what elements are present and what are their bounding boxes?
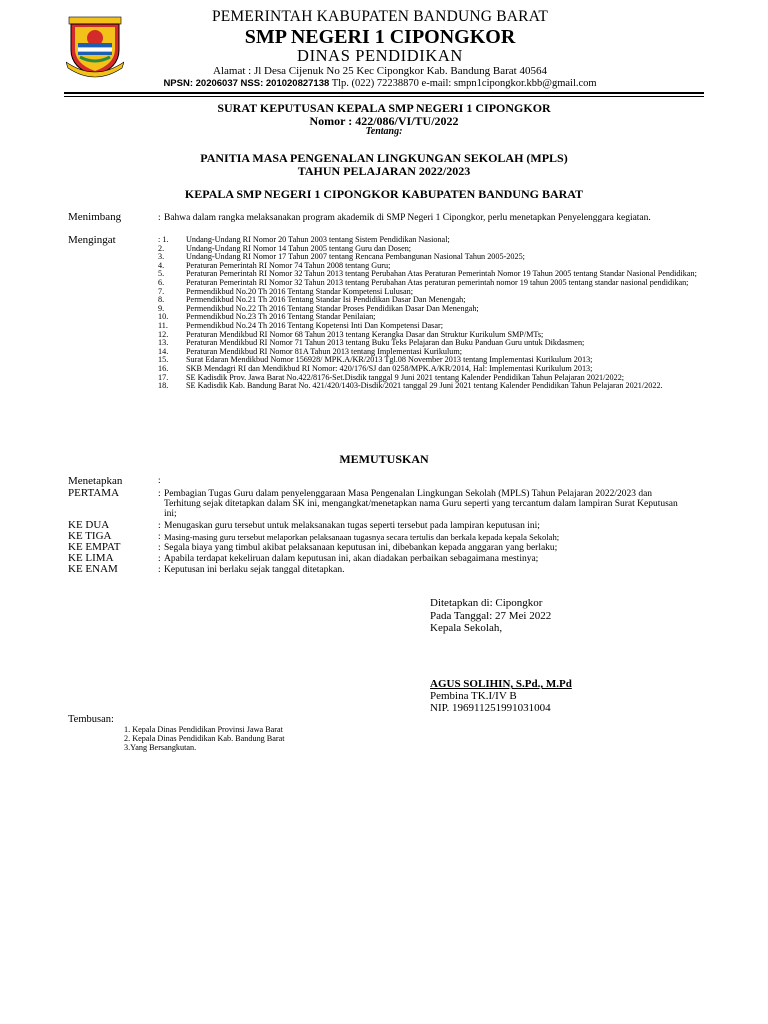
pertama-text: Pembagian Tugas Guru dalam penyelenggaraan Masa Pengenalan Lingkungan Sekolah (MPLS) Tahun Pelajaran 2022/2023 dan Terhitung sejak ditetapkan dalam SK ini, mengangkat/menetapkan nama Guru seperti yang tercantum dalam lampiran Surat Keputusan ini; [164, 489, 678, 519]
ketiga-text: Masing-masing guru tersebut melaporkan pelaksanaan tugasnya secara tertulis dan berkala kepada kepala Sekolah; [164, 532, 560, 542]
mengingat-item-number: 18. [158, 381, 169, 391]
menetapkan-label: Menetapkan [68, 475, 123, 487]
header-government: PEMERINTAH KABUPATEN BANDUNG BARAT [211, 8, 549, 25]
document-number: Nomor : 422/086/VI/TU/2022 [309, 114, 459, 128]
header-divider-thick [64, 92, 704, 94]
mengingat-item-number: 8. [158, 295, 165, 305]
mengingat-item-number: 6. [158, 277, 165, 287]
signature-date: Pada Tanggal: 27 Mei 2022 [430, 610, 552, 622]
pertama-label: PERTAMA [68, 487, 120, 499]
signature-name: AGUS SOLIHIN, S.Pd., M.Pd [430, 678, 572, 690]
kedua-text: Menugaskan guru tersebut untuk melaksanakan tugas seperti tersebut pada lampiran keputusan ini; [164, 521, 540, 531]
mengingat-item-text: Peraturan Mendikbud RI Nomor 81A Tahun 2013 tentang Implementasi Kurikulum; [186, 346, 463, 356]
mengingat-item-text: Peraturan Pemerintah RI Nomor 32 Tahun 2013 tentang Perubahan Atas peraturan pemerintah nomor 19 tahun 2005 tentang standar nasional pendidikan; [186, 277, 689, 287]
colon: : [158, 565, 161, 575]
mengingat-item-number: 2. [158, 243, 165, 253]
header-npsn: NPSN: 20206037 NSS: 201020827138 [163, 78, 330, 89]
mengingat-item-text: Surat Edaran Mendikbud Nomor 156928/ MPK.A/KR/2013 Tgl.08 November 2013 tentang Implementasi Kurikulum 2013; [186, 355, 593, 365]
mengingat-item-number: 10. [158, 312, 169, 322]
mengingat-item-text: SE Kadisdik Kab. Bandung Barat No. 421/420/1403-Disdik/2021 tanggal 29 Juni 2021 tentang Kalender Pendidikan Tahun Pelajaran 2021/2022. [186, 381, 663, 391]
mengingat-list [158, 236, 704, 391]
mengingat-item [158, 382, 704, 391]
document-issuer: KEPALA SMP NEGERI 1 CIPONGKOR KABUPATEN BANDUNG BARAT [184, 187, 584, 201]
mengingat-item-number: 12. [158, 329, 169, 339]
menimbang-text: Bahwa dalam rangka melaksanakan program akademik di SMP Negeri 1 Cipongkor, perlu menetapkan Penyelenggara kegiatan. [164, 213, 651, 223]
tembusan-list [124, 726, 285, 752]
kelima-label: KE LIMA [68, 552, 114, 564]
tembusan-item: 2. Kepala Dinas Pendidikan Kab. Bandung Barat [124, 733, 285, 743]
mengingat-item-number: 17. [158, 372, 169, 382]
document-year: TAHUN PELAJARAN 2022/2023 [297, 164, 471, 178]
memutuskan-heading: MEMUTUSKAN [339, 452, 429, 466]
signature-place: Ditetapkan di: Cipongkor [430, 597, 543, 609]
signature-nip: NIP. 196911251991031004 [430, 702, 551, 714]
mengingat-item-number: 16. [158, 363, 169, 373]
document-tentang: Tentang: [365, 126, 403, 137]
mengingat-item-text: Permendikbud No.22 Th 2016 Tentang Standar Proses Pendidikan Dasar Dan Menengah; [186, 303, 479, 313]
tembusan-item: 1. Kepala Dinas Pendidikan Provinsi Jawa Barat [124, 725, 283, 734]
mengingat-item-text: Peraturan Pemerintah RI Nomor 74 Tahun 2008 tentang Guru; [186, 260, 391, 270]
mengingat-item-number: 5. [158, 269, 165, 279]
kedua-label: KE DUA [68, 519, 110, 531]
mengingat-item-number: 11. [158, 320, 168, 330]
mengingat-item-number: 3. [158, 252, 165, 262]
keempat-text: Segala biaya yang timbul akibat pelaksanaan keputusan ini, dibebankan kepada anggaran yang berlaku; [164, 543, 558, 553]
header-dinas: DINAS PENDIDIKAN [297, 46, 463, 65]
header-school-name: SMP NEGERI 1 CIPONGKOR [244, 26, 516, 48]
mengingat-item-text: Permendikbud No.23 Th 2016 Tentang Standar Penilaian; [186, 312, 376, 322]
tembusan-label: Tembusan: [68, 714, 114, 725]
mengingat-item-number: 9. [158, 303, 165, 313]
document-title: SURAT KEPUTUSAN KEPALA SMP NEGERI 1 CIPONGKOR [217, 101, 551, 115]
keenam-text: Keputusan ini berlaku sejak tanggal ditetapkan. [164, 565, 345, 575]
mengingat-item-number: 15. [158, 355, 169, 365]
kelima-text: Apabila terdapat kekeliruan dalam keputusan ini, akan diadakan perbaikan sebagaimana mestinya; [164, 554, 539, 564]
signature-role: Kepala Sekolah, [430, 622, 503, 634]
mengingat-item-number: 13. [158, 338, 169, 348]
colon: : [158, 532, 161, 542]
mengingat-item-text: Undang-Undang RI Nomor 20 Tahun 2003 tentang Sistem Pendidikan Nasional; [186, 235, 450, 244]
mengingat-item-text: Permendikbud No.20 Th 2016 Tentang Standar Kompetensi Lulusan; [186, 286, 413, 296]
keenam-label: KE ENAM [68, 563, 118, 575]
header-phone-email: Tlp. (022) 72238870 e-mail: smpn1cipongkor.kbb@gmail.com [329, 78, 597, 89]
colon: : [158, 543, 161, 553]
mengingat-item-text: Permendikbud No.24 Th 2016 Tentang Kopetensi Inti Dan Kompetensi Dasar; [186, 320, 443, 330]
colon: : [158, 554, 161, 564]
mengingat-item-number: : 1. [158, 235, 169, 244]
keempat-label: KE EMPAT [68, 541, 121, 553]
colon: : [158, 521, 161, 531]
mengingat-item-text: Permendikbud No.21 Th 2016 Tentang Standar Isi Pendidikan Dasar Dan Menengah; [186, 295, 466, 305]
mengingat-item-number: 14. [158, 346, 169, 356]
signature-rank: Pembina TK.I/IV B [430, 690, 517, 702]
document-subject: PANITIA MASA PENGENALAN LINGKUNGAN SEKOLAH (MPLS) [200, 151, 568, 165]
mengingat-item-number: 7. [158, 286, 165, 296]
header-address: Alamat : Jl Desa Cijenuk No 25 Kec Cipongkor Kab. Bandung Barat 40564 [213, 65, 547, 77]
menimbang-label: Menimbang [68, 211, 122, 223]
mengingat-item-text: Undang-Undang RI Nomor 14 Tahun 2005 tentang Guru dan Dosen; [186, 243, 412, 253]
mengingat-item-text: Peraturan Mendikbud RI Nomor 68 Tahun 2013 tentang Kerangka Dasar dan Struktur Kurikulum SMP/MTs; [186, 329, 544, 339]
tembusan-item: 3.Yang Bersangkutan. [124, 742, 197, 752]
mengingat-item-text: Undang-Undang RI Nomor 17 Tahun 2007 tentang Rencana Pembangunan Nasional Tahun 2005-2025; [186, 252, 525, 262]
mengingat-label: Mengingat [68, 234, 116, 246]
mengingat-item-number: 4. [158, 260, 165, 270]
mengingat-item-text: SE Kadisdik Prov. Jawa Barat No.422/8176-Set.Disdik tanggal 9 Juni 2021 tentang Kalender Pendidikan Tahun Pelajaran 2021/2022; [186, 372, 625, 382]
kabupaten-logo-icon [66, 16, 124, 78]
colon: : [158, 489, 161, 499]
mengingat-item-text: SKB Mendagri RI dan Mendikbud RI Nomor: 420/176/SJ dan 0258/MPK.A/KR/2014, Hal: Implementasi Kurikulum 2013; [186, 363, 593, 373]
colon: : [158, 476, 161, 486]
mengingat-item-text: Peraturan Mendikbud RI Nomor 71 Tahun 2013 tentang Buku Teks Pelajaran dan Buku Panduan Guru untuk Dikdasmen; [186, 338, 585, 348]
colon: : [158, 213, 161, 223]
header-divider-thin [64, 96, 704, 97]
ketiga-label: KE TIGA [68, 530, 112, 542]
header-contact [130, 78, 630, 89]
mengingat-item-text: Peraturan Pemerintah RI Nomor 32 Tahun 2013 tentang Perubahan Atas Peraturan Pemerintah Nomor 19 Tahun 2005 tentang Standar Nasional Pendidikan; [186, 269, 697, 279]
